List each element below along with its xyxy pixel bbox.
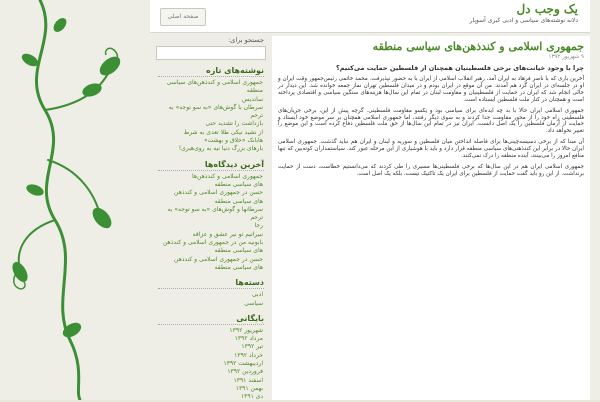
site-title[interactable]: یک وجب دل xyxy=(516,2,578,16)
post-paragraph: آن مبنا که از برخی دسیسه‌چینی‌ها برای فاصله انداختن میان فلسطین و سوریه و لبنان و ایران هم نباید گذشت. جمهوری اسلامی ایران حالا در برابر این کندذهنی‌های سیاسی منطقه قرار دارد و باید با هوشیاری از این مرحله عبور کند. سیاستمداران کوته‌بین که تنها منافع امروز را می‌بینند، آینده منطقه را درک نمی‌کنند. xyxy=(278,139,584,160)
archive-link[interactable]: بهمن ۱۳۹۱ xyxy=(235,384,263,392)
site-header xyxy=(150,0,590,33)
recent-post-link[interactable]: سرطان با گوش‌های «به‌ سو توجه» به ترحم xyxy=(168,103,263,120)
recent-comments-title: آخرین دیدگاه‌ها xyxy=(158,160,264,171)
archive-link[interactable]: خرداد ۱۳۹۲ xyxy=(234,351,263,359)
site-description: دلانه نوشته‌های سیاسی و ادبی کبری آسوپار xyxy=(469,17,578,24)
post-content xyxy=(272,36,590,400)
recent-post-link[interactable]: از نشید نیکی طلا تعدی به شرط xyxy=(183,128,263,136)
post-title[interactable]: جمهوری اسلامی و کندذهن‌های سیاسی منطقه xyxy=(372,40,584,53)
archive-link[interactable]: دی ۱۳۹۱ xyxy=(240,393,263,401)
comment-link[interactable]: رجا xyxy=(254,222,263,230)
search-label: جستجو برای: xyxy=(228,36,264,44)
category-link[interactable]: سیاسی xyxy=(244,299,263,307)
categories-list xyxy=(158,291,266,308)
archive-link[interactable]: اردیبهشت ۱۳۹۲ xyxy=(223,360,263,368)
recent-post-link[interactable]: جمهوری اسلامی و کندذهن‌های سیاسی منطقه xyxy=(166,79,263,95)
post-lead: چرا با وجود خیانت‌های برخی فلسطینیان همچنان از فلسطین حمایت می‌کنیم؟ xyxy=(335,64,584,72)
post-paragraph: آخرین باری که با ناصر فرهاد به ایران آمد، رهبر انقلاب اسلامی از ایران با به حضور نپذیرفت. محمد خاتمی رئیس‌جمهور وقت ایران و او در جلسه‌ای در ایران گرد هم آمدند. من آن موقع در ایران بودم و در میدان فلسطین تهران نماز جمعه خوانده شد. این دیدار در حالی انجام شد که ایران در حمایت از فلسطینیان و مقاومت لبنان در تمام این سال‌ها هزینه‌های سنگین سیاسی و اقتصادی پرداخته است و همچنان در کنار ملت فلسطین ایستاده است. xyxy=(278,76,584,103)
site-brand xyxy=(470,2,578,24)
sidebar xyxy=(158,36,266,400)
archive-list xyxy=(158,327,266,402)
archive-title: بایگانی xyxy=(158,314,264,325)
recent-post-link[interactable]: بازداشت را تشدید حتی xyxy=(205,120,263,128)
archive-link[interactable]: اسفند ۱۳۹۱ xyxy=(233,376,263,384)
recent-comments-list xyxy=(158,173,266,273)
archive-link[interactable]: شهریور ۱۳۹۲ xyxy=(229,326,263,334)
recent-post-link[interactable]: بار‌های بزرگ دنیا نیه به روی‌هبری! xyxy=(178,145,263,153)
post-paragraph: جمهوری اسلامی ایران هم در این سال‌ها که برخی فلسطینی‌ها مسیری را طی کردند که می‌دانستیم خطاست، دست از حمایت برنداشت. از این رو باید گفت حمایت از فلسطین برای ایران یک تاکتیک نیست، بلکه یک اصل است. xyxy=(278,163,584,177)
comment-link[interactable]: سرطانها و گوش‌های «به‌ سو توجه» به ترحم xyxy=(167,205,263,222)
comment-link[interactable]: نبیراتیم تو نیر عشق و عزاقه xyxy=(192,230,263,238)
comment-link[interactable]: های سیاسی منطقه xyxy=(214,180,263,188)
recent-posts-list xyxy=(158,79,266,154)
comment-link[interactable]: جمهوری اسلامی و کندذهن‌ها xyxy=(192,172,263,180)
post-date: ۹ شهریور ۱۳۹۲ xyxy=(548,54,584,60)
comment-link[interactable]: حسن در جمهوری اسلامی و کندذهن xyxy=(174,255,263,263)
comment-link[interactable]: های سیاسی منطقه xyxy=(214,247,263,255)
comment-link[interactable]: بابونیه من در جمهوری اسلامی و کندذهن xyxy=(162,239,263,247)
category-link[interactable]: ادبی xyxy=(251,291,263,299)
archive-link[interactable]: فروردین ۱۳۹۲ xyxy=(227,368,263,376)
recent-post-link[interactable]: ساندیس xyxy=(242,95,263,103)
decorative-vine xyxy=(0,0,150,400)
archive-link[interactable]: مرداد ۱۳۹۲ xyxy=(234,335,263,343)
recent-posts-title: نوشته‌های تازه xyxy=(158,66,264,77)
post-paragraph: جمهوری اسلامی ایران حالا با بد چه ایده‌ای برای سیاسی بود و یکسو مقاومت فلسطینی. گرچه پیش از این، برخی جریان‌های فلسطینی راه خود را از محور مقاومت جدا کردند و به سوی دیگر رفتند، اما جمهوری اسلامی همچنان بر سر موضع خود ایستاد و حمایت از آرمان فلسطین را یک اصل دانست. ایران نیز در تمام این سال‌ها از حق ملت فلسطین دفاع کرده است و این موضع را تغییر نخواهد داد. xyxy=(278,107,584,135)
recent-post-link[interactable]: ها‌بانک «خلاق و بهشت» xyxy=(203,137,263,145)
comment-link[interactable]: های سیاسی منطقه xyxy=(214,263,263,271)
home-button[interactable]: صفحه اصلی xyxy=(160,8,206,26)
search-input[interactable] xyxy=(156,46,266,60)
categories-title: دسته‌ها xyxy=(158,278,264,289)
comment-link[interactable]: حسن در جمهوری اسلامی و کندذهن xyxy=(174,189,263,197)
archive-link[interactable]: تیر ۱۳۹۲ xyxy=(241,343,263,351)
comment-link[interactable]: های سیاسی منطقه xyxy=(214,197,263,205)
